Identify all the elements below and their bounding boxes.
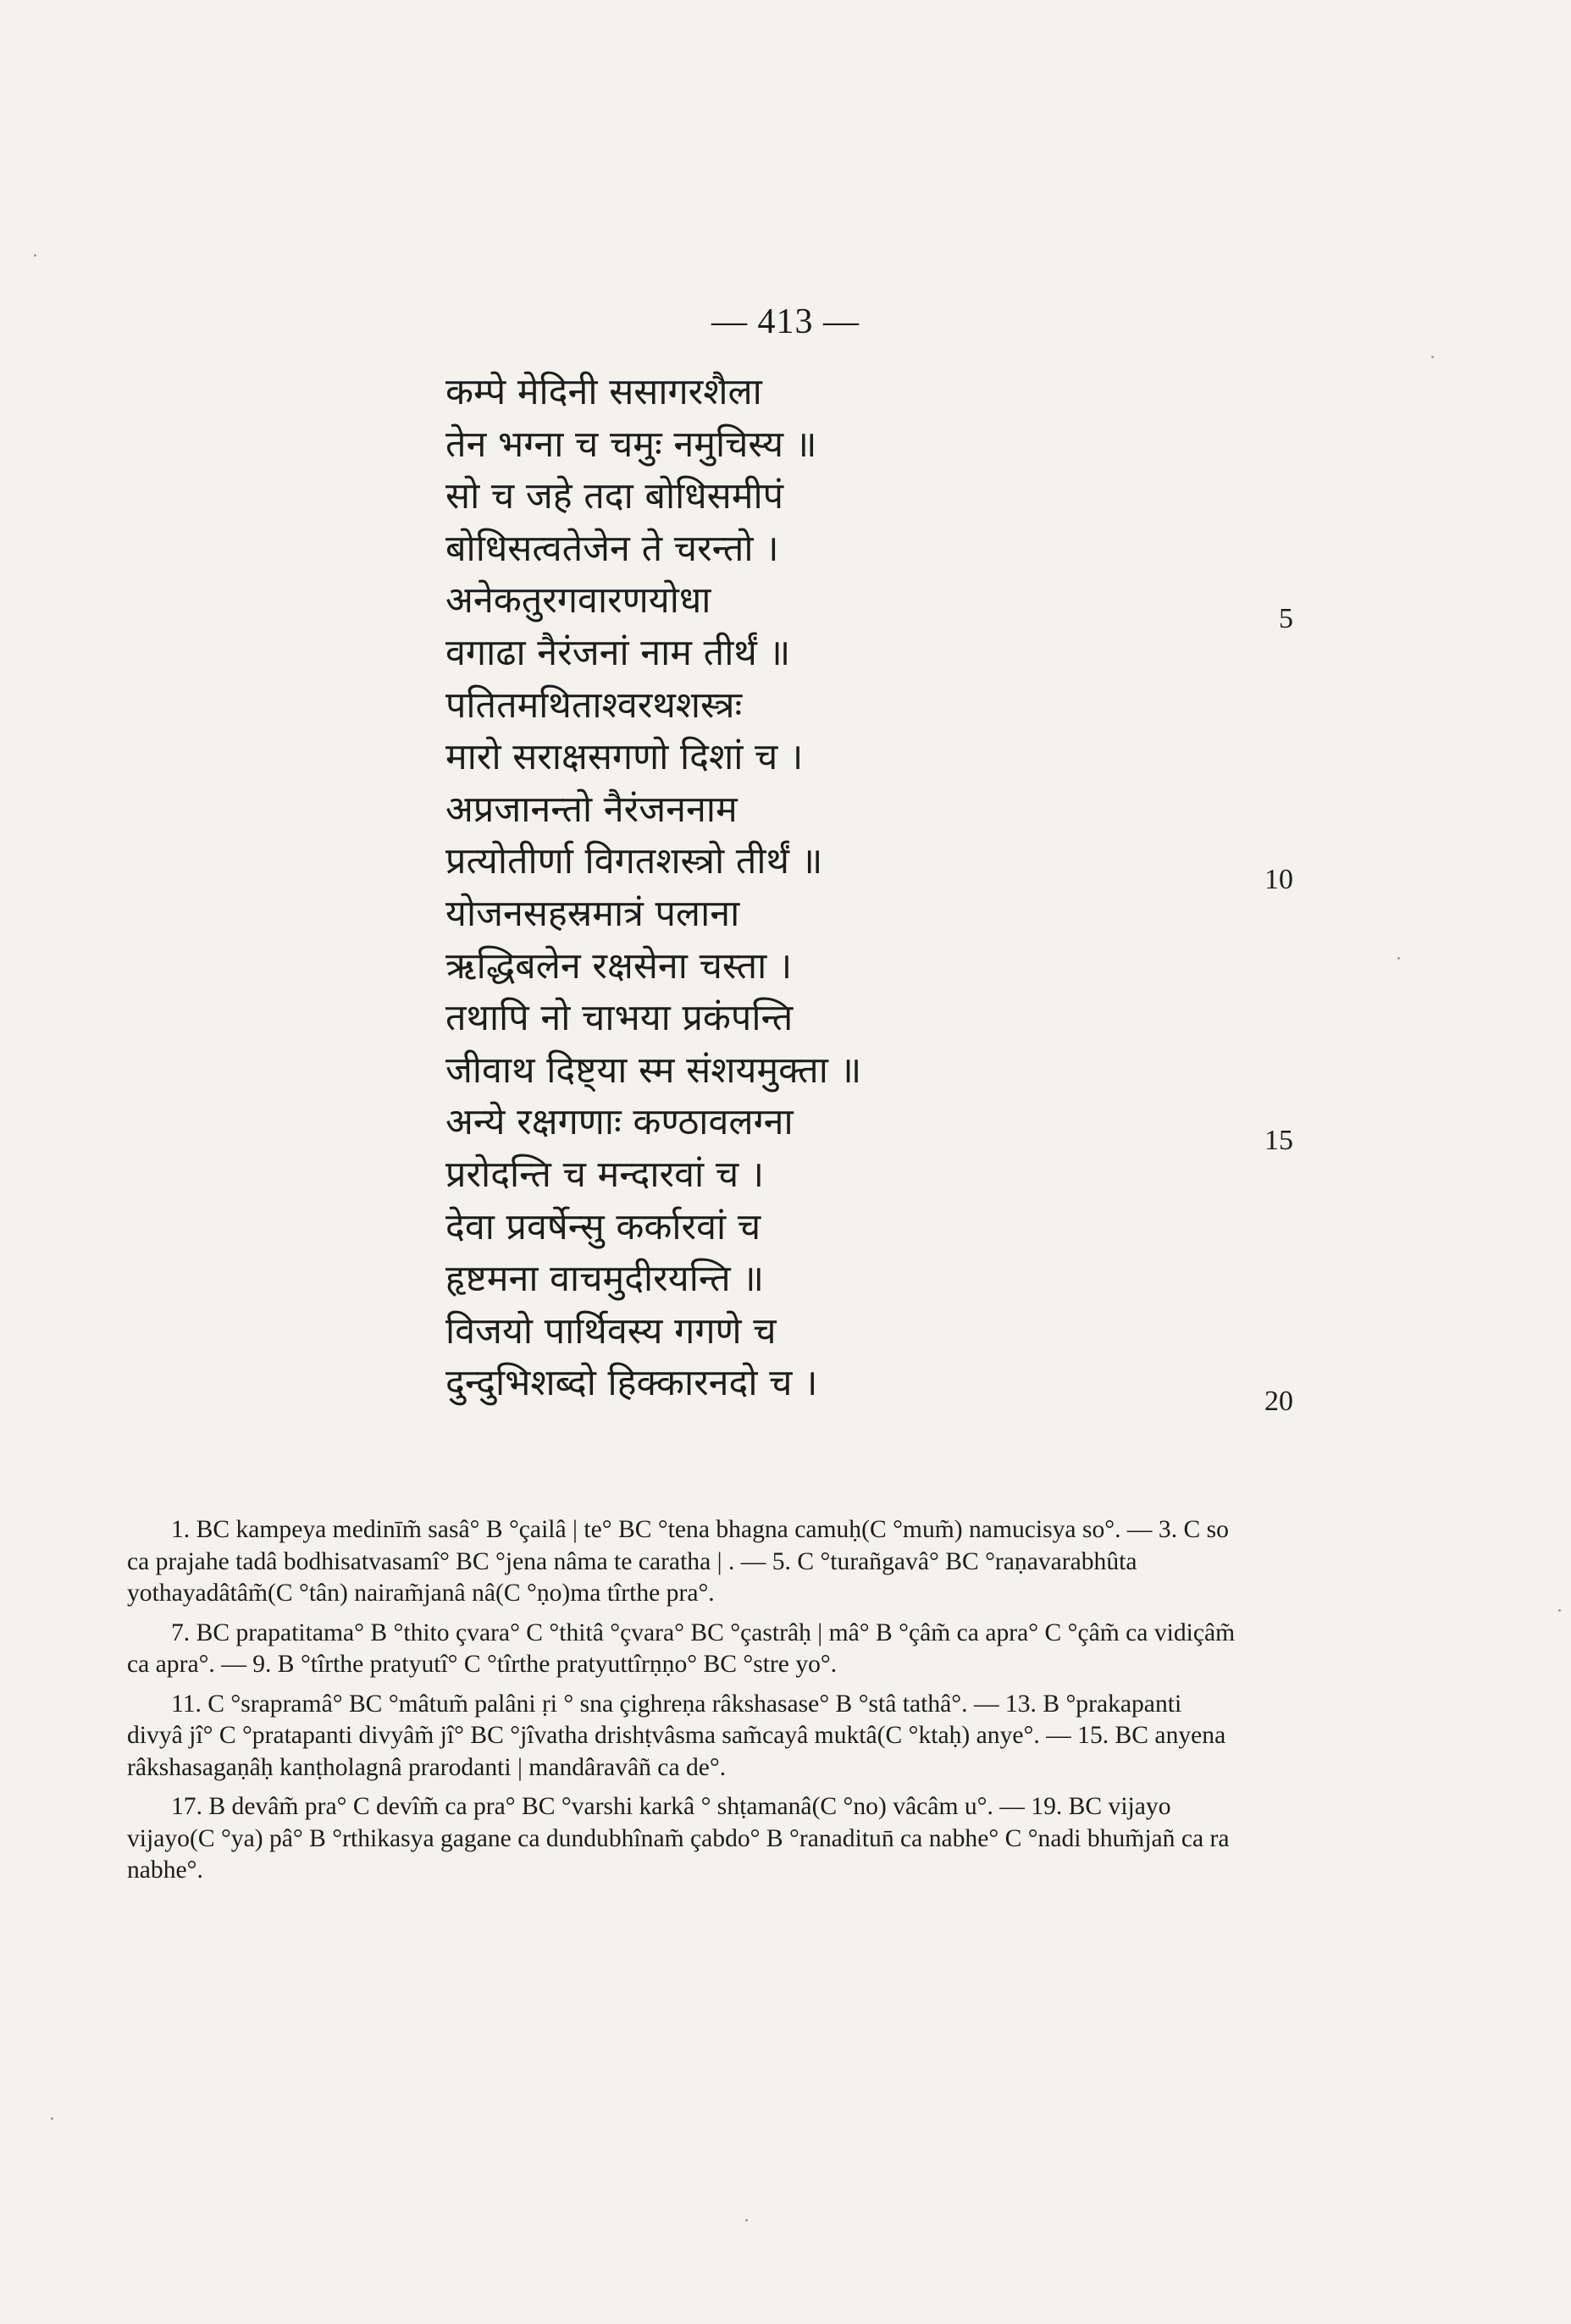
verse-line-18: हृष्टमना वाचमुदीरयन्ति ॥: [445, 1258, 765, 1301]
verse-line-15: अन्ये रक्षगणाः कण्ठावलग्ना: [445, 1101, 794, 1144]
verse-line-10: प्रत्योतीर्णा विगतशस्त्रो तीर्थं ॥: [445, 840, 823, 883]
line-number-20: 20: [1264, 1386, 1293, 1417]
line-number-15: 15: [1264, 1125, 1293, 1156]
verse-line-3: सो च जहे तदा बोधिसमीपं: [445, 475, 784, 518]
verse-line-19: विजयो पार्थिवस्य गगणे च: [445, 1309, 777, 1353]
verse-line-5: अनेकतुरगवारणयोधा: [445, 579, 711, 622]
verse-line-17: देवा प्रवर्षेन्सु कर्कारवां च: [445, 1205, 761, 1248]
line-number-5: 5: [1279, 603, 1293, 634]
verse-line-14: जीवाथ दिष्ट्या स्म संशयमुक्ता ॥: [445, 1049, 862, 1092]
footnotes: [127, 1514, 1236, 1895]
scan-speck: [34, 254, 36, 257]
verse-line-4: बोधिसत्वतेजेन ते चरन्तो ।: [445, 527, 779, 570]
verse-line-20: दुन्दुभिशब्दो हिक्कारनदो च ।: [445, 1362, 818, 1405]
footnote-11: 11. C °srapramâ° BC °mâtum̃ palâni ṛi ° sna çighreṇa râkshasase° B °stâ tathâ°. — 13. B °prakapanti divyâ jî° C °pratapanti divyâm̃ jî° BC °jîvatha drishṭvâsma sam̃cayâ muktâ(C °ktaḥ) anye°. — 15. BC anyena râkshasagaṇâḥ kanṭholagnâ prarodanti | mandâravâñ ca de°.: [127, 1690, 1226, 1781]
footnote-17: 17. B devâm̃ pra° C devîm̃ ca pra° BC °varshi karkâ ° shṭamanâ(C °no) vâcâm u°. — 19. BC vijayo vijayo(C °ya) pâ° B °rthikasya gagane ca dundubhînam̃ çabdo° B °ranaditun̄ ca nabhe° C °nadi bhum̃jañ ca ra nabhe°.: [127, 1793, 1230, 1884]
verse-line-9: अप्रजानन्तो नैरंजननाम: [445, 788, 738, 831]
scan-speck: [51, 2117, 53, 2120]
verse-line-13: तथापि नो चाभया प्रकंपन्ति: [445, 997, 794, 1040]
scan-speck: [1431, 356, 1434, 358]
scan-speck: [1397, 957, 1400, 960]
verse-line-1: कम्पे मेदिनी ससागरशैला: [445, 371, 762, 413]
verse-line-12: ऋद्धिबलेन रक्षसेना चस्ता ।: [445, 944, 793, 988]
verse-line-2: तेन भग्ना च चमुः नमुचिस्य ॥: [445, 423, 817, 466]
page-number: — 413 —: [711, 302, 860, 341]
verse-line-11: योजनसहस्रमात्रं पलाना: [445, 892, 740, 935]
scan-speck: [745, 2219, 748, 2222]
verse-line-16: प्ररोदन्ति च मन्दारवां च ।: [445, 1153, 765, 1196]
verse-line-6: वगाढा नैरंजनां नाम तीर्थं ॥: [445, 631, 791, 674]
verse-line-8: मारो सराक्षसगणो दिशां च ।: [445, 736, 804, 779]
footnote-7: 7. BC prapatitama° B °thito çvara° C °thitâ °çvara° BC °çastrâḥ | mâ° B °çâm̃ ca apra° C °çâm̃ ca vidiçâm̃ ca apra°. — 9. B °tîrthe pratyutî° C °tîrthe pratyuttîrṇṇo° BC °stre yo°.: [127, 1618, 1236, 1678]
verse-line-7: पतितमथिताश्वरथशस्त्रः: [445, 683, 743, 727]
scan-speck: [1558, 1609, 1561, 1612]
footnote-1: 1. BC kampeya medinīm̃ sasâ° B °çailâ | te° BC °tena bhagna camuḥ(C °mum̃) namucisya so°. — 3. C so ca prajahe tadâ bodhisatvasamî° BC °jena nâma te caratha | . — 5. C °turañgavâ° BC °raṇavarabhûta yothayadâtâm̃(C °tân) nairam̃janâ nâ(C °ṇo)ma tîrthe pra°.: [127, 1516, 1229, 1607]
line-number-10: 10: [1264, 864, 1293, 895]
verse-block: [445, 367, 861, 1410]
